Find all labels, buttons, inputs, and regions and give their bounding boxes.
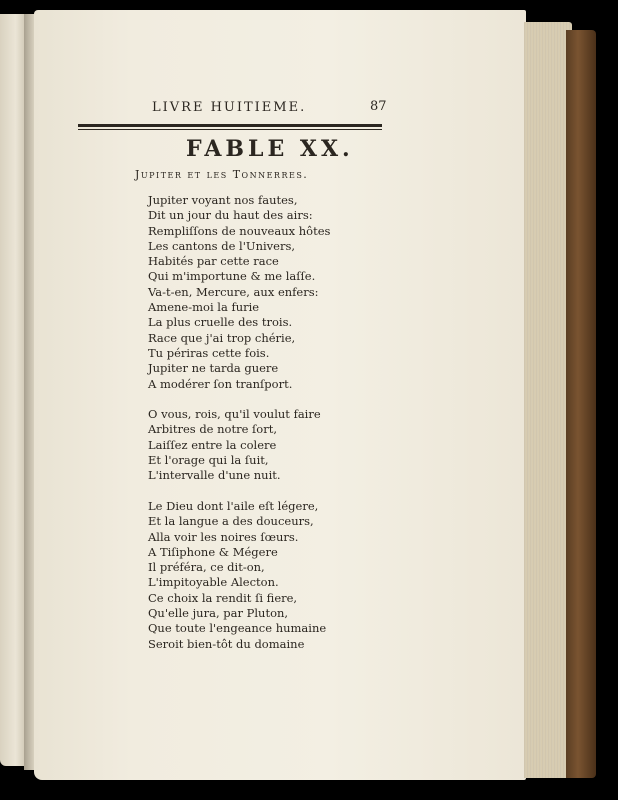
- verse-line: La plus cruelle des trois.: [148, 315, 293, 330]
- header-rule-thin: [78, 129, 382, 130]
- running-head: LIVRE HUITIEME.: [152, 100, 307, 115]
- page-edges: [524, 22, 572, 778]
- verse-line: Va-t-en, Mercure, aux enfers:: [148, 284, 319, 299]
- verse-line: Rempliſſons de nouveaux hôtes: [148, 223, 331, 238]
- verse-line: Et l'orage qui la ſuit,: [148, 453, 269, 468]
- verse-line: Ce choix la rendit ſi fiere,: [148, 590, 298, 605]
- verse-line: L'intervalle d'une nuit.: [148, 468, 281, 483]
- verse-line: Qui m'importune & me laſſe.: [148, 269, 316, 284]
- verse-line: L'impitoyable Alecton.: [148, 575, 279, 590]
- verse-line: Seroit bien-tôt du domaine: [148, 636, 305, 651]
- verse-line: Alla voir les noires ſœurs.: [148, 529, 299, 544]
- verse-line: Qu'elle jura, par Pluton,: [148, 606, 289, 621]
- stanza: [148, 499, 330, 652]
- verse-line: O vous, rois, qu'il voulut faire: [148, 407, 321, 422]
- verse-line: Et la langue a des douceurs,: [148, 514, 314, 529]
- verse-line: Il préféra, ce dit-on,: [148, 560, 265, 575]
- fable-title: FABLE XX.: [186, 136, 354, 162]
- verse-line: A modérer ſon tranſport.: [148, 376, 293, 391]
- verse-line: Amene-moi la furie: [148, 300, 260, 315]
- verse-line: Les cantons de l'Univers,: [148, 238, 296, 253]
- verse-line: Dit un jour du haut des airs:: [148, 208, 313, 223]
- verse-line: Race que j'ai trop chérie,: [148, 330, 296, 345]
- poem-body: [148, 193, 330, 667]
- verse-line: Laiſſez entre la colere: [148, 437, 277, 452]
- page-number: 87: [370, 99, 387, 114]
- verse-line: A Tiſiphone & Mégere: [148, 544, 278, 559]
- verse-line: Jupiter voyant nos fautes,: [148, 193, 298, 207]
- verse-line: Arbitres de notre ſort,: [148, 422, 278, 437]
- header-rule-thick: [78, 124, 382, 127]
- book-cover-edge: [566, 30, 596, 778]
- stanza: [148, 407, 330, 483]
- verse-line: Jupiter ne tarda guere: [148, 361, 279, 376]
- verse-line: Le Dieu dont l'aile eſt légere,: [148, 498, 319, 513]
- fable-subtitle: Jupiter et les Tonnerres.: [135, 168, 309, 181]
- verse-line: Habités par cette race: [148, 254, 279, 269]
- verse-line: Tu périras cette fois.: [148, 345, 270, 360]
- verse-line: Que toute l'engeance humaine: [148, 621, 327, 636]
- facing-page-edge: [0, 14, 26, 766]
- stanza: [148, 193, 330, 392]
